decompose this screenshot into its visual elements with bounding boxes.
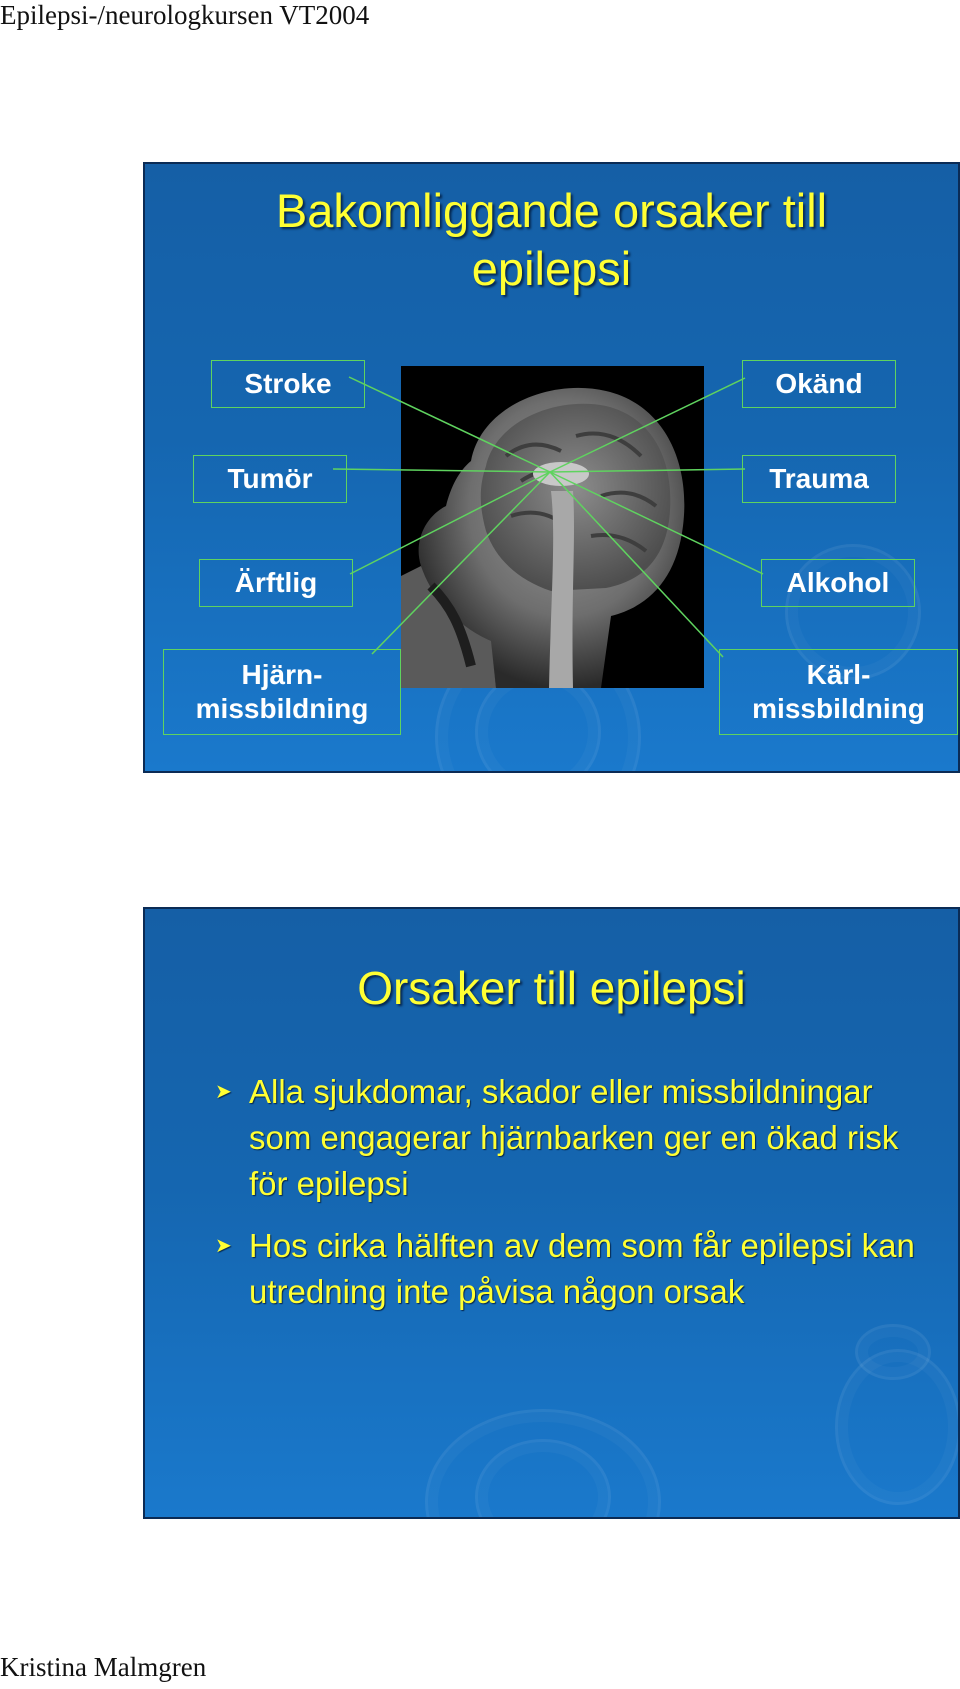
connector-line-unknown bbox=[550, 378, 745, 472]
slide-title-line2: epilepsi bbox=[471, 242, 632, 295]
bullet-text: Alla sjukdomar, skador eller missbildningar som engagerar hjärnbarken ger en ökad risk för epilepsi bbox=[249, 1073, 899, 1202]
arrow-bullet-icon: ➤ bbox=[215, 1235, 232, 1257]
slide-title-line1: Bakomliggande orsaker till bbox=[275, 184, 828, 237]
connector-line-genetic bbox=[350, 472, 550, 574]
bullet-list bbox=[215, 1069, 935, 1331]
bullet-item bbox=[215, 1223, 935, 1315]
ripple-decoration bbox=[835, 1349, 960, 1505]
slide-title: Orsaker till epilepsi bbox=[357, 962, 746, 1014]
slide-causes-diagram bbox=[143, 162, 960, 773]
connector-line-alcohol bbox=[550, 472, 763, 574]
cause-box-alcohol: Alkohol bbox=[761, 559, 915, 607]
cause-box-vascular-malformation: Kärl- missbildning bbox=[719, 649, 958, 735]
connector-line-tumor bbox=[333, 469, 550, 472]
slide-causes-text bbox=[143, 907, 960, 1519]
cause-box-genetic: Ärftlig bbox=[199, 559, 353, 607]
cause-box-tumor: Tumör bbox=[193, 455, 347, 503]
page-footer: Kristina Malmgren bbox=[0, 1652, 207, 1682]
cause-box-brain-malformation: Hjärn- missbildning bbox=[163, 649, 401, 735]
connector-line-brain-malformation bbox=[372, 472, 550, 654]
cause-box-unknown: Okänd bbox=[742, 360, 896, 408]
connector-line-trauma bbox=[550, 469, 745, 472]
bullet-item bbox=[215, 1069, 935, 1207]
arrow-bullet-icon: ➤ bbox=[215, 1081, 232, 1103]
cause-box-trauma: Trauma bbox=[742, 455, 896, 503]
cause-box-stroke: Stroke bbox=[211, 360, 365, 408]
bullet-text: Hos cirka hälften av dem som får epilepsi kan utredning inte påvisa någon orsak bbox=[249, 1227, 915, 1310]
connector-line-stroke bbox=[349, 377, 550, 472]
page-header: Epilepsi-/neurologkursen VT2004 bbox=[0, 0, 370, 30]
connector-line-vascular-malformation bbox=[550, 472, 723, 657]
